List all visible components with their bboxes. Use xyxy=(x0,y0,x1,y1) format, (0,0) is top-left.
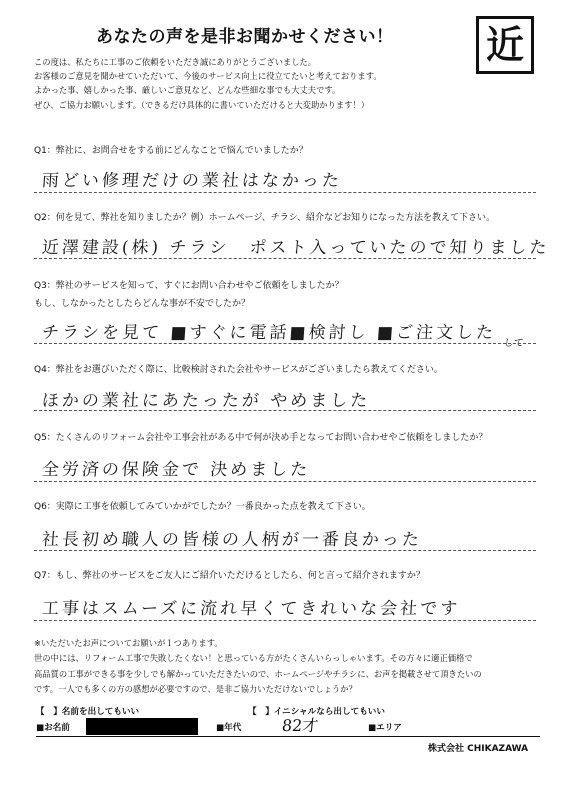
form-underline xyxy=(36,736,540,737)
answer-line xyxy=(34,481,536,482)
company-logo: 近 xyxy=(476,16,534,74)
area-label: ■エリア xyxy=(368,723,402,733)
answer-line xyxy=(34,410,536,411)
answer-2: 近澤建設(株) チラシ ポスト入っていたので知りました xyxy=(41,238,551,258)
intro-text xyxy=(34,55,474,112)
answer-3 xyxy=(41,318,526,349)
note-line: 高品質の工事ができる事を少しでも解かっていただきたいので、ホームページやチラシに、お声を掲載させて頂きたいの xyxy=(34,668,482,679)
question-5: Q5：たくさんのリフォーム会社や工事会社がある中で何が決め手となってお問い合わせやご依頼をしましたか？ xyxy=(34,433,488,443)
name-label: ■お名前 xyxy=(36,723,70,733)
answer-line xyxy=(34,550,536,551)
question-3-text: Q3：弊社のサービスを知って、すぐにお問い合わせやご依頼をしましたか？ xyxy=(34,281,344,291)
question-7: Q7：もし、弊社のサービスをご友人にご紹介いただけるとしたら、何と言って紹介されますか？ xyxy=(34,571,425,581)
question-4: Q4：弊社をお選びいただく際に、比較検討された会社やサービスがございましたら教えてください。 xyxy=(34,365,443,375)
answer-line xyxy=(34,620,536,621)
note-line: です。一人でも多くの方の感想が必要ですので、是非ご協力いただけないでしょうか？ xyxy=(34,683,357,694)
answer-3-text: チラシを見て ■すぐに電話■検討し ■ご注文した xyxy=(41,323,497,343)
page-title: あなたの声を是非お聞かせください！ xyxy=(96,27,394,47)
intro-line: この度は、私たちに工事のご依頼をいただき誠にありがとうございました。 xyxy=(34,57,317,67)
intro-line: よかった事、嬉しかった事、厳しいご意見など、どんな些細な事でも大丈夫です。 xyxy=(34,85,341,96)
option-initial-only[interactable]: 【 】イニシャルなら出してもいい xyxy=(248,707,385,717)
intro-line: ぜひ、ご協力お願いします。（できるだけ具体的に書いていただけると大変助かります！） xyxy=(34,99,370,110)
publication-request-note xyxy=(34,636,536,697)
option-show-name[interactable]: 【 】名前を出してもいい xyxy=(36,707,140,717)
redacted-name xyxy=(86,718,198,735)
answer-line xyxy=(34,192,536,193)
age-label: ■年代 xyxy=(216,723,242,733)
answer-7: 工事はスムーズに流れ早くてきれいな会社です xyxy=(41,599,461,619)
note-line: 世の中には、リフォーム工事で失敗したくない！と思っている方がたくさんいらっしゃいます。その方々に適正価格で xyxy=(34,653,473,664)
answer-line xyxy=(34,343,536,344)
answer-3-note: して xyxy=(503,338,525,349)
question-3-sub: もし、しなかったとしたらどんな事が不安でしたか？ xyxy=(34,299,251,309)
note-line: ※いただいたお声についてお願いが１つあります。 xyxy=(34,638,223,648)
company-name: 株式会社 CHIKAZAWA xyxy=(428,744,529,754)
answer-line xyxy=(34,258,536,259)
question-1: Q1：弊社に、お問合せをする前にどんなことで悩んでいましたか？ xyxy=(34,146,308,156)
answer-1: 雨どい修理だけの業社はなかった xyxy=(41,171,343,191)
question-3 xyxy=(34,278,344,309)
answer-4: ほかの業社にあたったが やめました xyxy=(41,391,371,411)
question-2: Q2：何を見て、弊社を知りましたか？例）ホームページ、チラシ、紹介などお知りになった方法を教えて下さい。 xyxy=(34,213,496,223)
age-value: 82才 xyxy=(280,716,320,735)
intro-line: お客様のご意見を聞かせていただいて、今後のサービス向上に役立てたいと考えております。 xyxy=(34,71,382,82)
answer-5: 全労済の保険金で 決めました xyxy=(41,460,311,480)
answer-6: 社長初め職人の皆様の人柄が一番良かった xyxy=(41,530,423,550)
question-6: Q6：実際に工事を依頼してみていかがでしたか？一番良かった点を教えて下さい。 xyxy=(34,502,371,512)
